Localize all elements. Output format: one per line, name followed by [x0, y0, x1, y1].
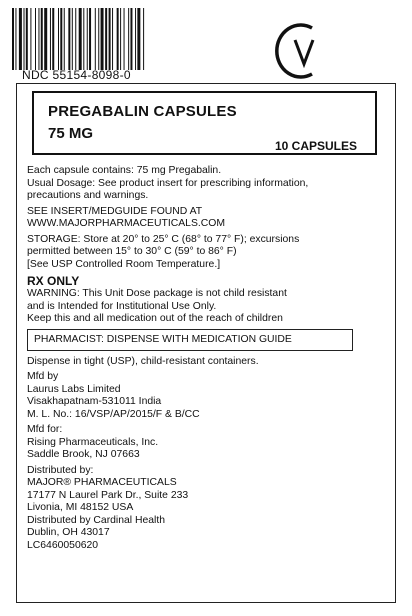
mfd-for-name: Rising Pharmaceuticals, Inc.: [27, 436, 159, 448]
dispense-line: Dispense in tight (USP), child-resistant containers.: [27, 355, 259, 367]
label-text: [27, 165, 392, 552]
warning-line: WARNING: This Unit Dose package is not child resistant: [27, 288, 287, 299]
capsule-count: 10 CAPSULES: [274, 139, 357, 153]
lot-code: LC6460050620: [27, 539, 99, 551]
dosage-line: precautions and warnings.: [27, 190, 149, 201]
ndc-number: NDC 55154-8098-0: [22, 68, 131, 82]
distributor-street: 17177 N Laurel Park Dr., Suite 233: [27, 489, 189, 501]
product-name: PREGABALIN CAPSULES: [48, 103, 237, 120]
schedule-cv-symbol: [272, 18, 326, 82]
mfd-for-city: Saddle Brook, NJ 07663: [27, 449, 140, 460]
storage-line: [See USP Controlled Room Temperature.]: [27, 258, 221, 270]
product-strength: 75 MG: [48, 125, 94, 142]
website-line: WWW.MAJORPHARMACEUTICALS.COM: [27, 218, 225, 229]
manufacturer-heading: Mfd by: [27, 371, 59, 382]
mfd-for-heading: Mfd for:: [27, 424, 63, 435]
distributor-city: Livonia, MI 48152 USA: [27, 502, 134, 513]
distributor2-line: Distributed by Cardinal Health: [27, 514, 166, 526]
manufacturer-city: Visakhapatnam-531011 India: [27, 396, 162, 407]
warning-line: Keep this and all medication out of the reach of children: [27, 313, 283, 324]
distributor-name: MAJOR® PHARMACEUTICALS: [27, 477, 177, 488]
contents-line: Each capsule contains: 75 mg Pregabalin.: [27, 165, 222, 176]
product-box: [32, 91, 377, 155]
rx-only: RX ONLY: [27, 274, 80, 288]
pharmacist-notice: PHARMACIST: DISPENSE WITH MEDICATION GUIDE: [27, 329, 353, 351]
storage-line: permitted between 15° to 30° C (59° to 86° F): [27, 246, 237, 257]
manufacturer-name: Laurus Labs Limited: [27, 383, 121, 395]
insert-line: SEE INSERT/MEDGUIDE FOUND AT: [27, 205, 203, 217]
manufacturer-license: M. L. No.: 16/VSP/AP/2015/F & B/CC: [27, 408, 200, 420]
dosage-line: Usual Dosage: See product insert for prescribing information,: [27, 177, 309, 189]
distributor2-city: Dublin, OH 43017: [27, 527, 110, 538]
storage-line: STORAGE: Store at 20° to 25° C (68° to 77° F); excursions: [27, 233, 300, 245]
warning-line: and is Intended for Institutional Use Only.: [27, 300, 217, 312]
barcode: [12, 8, 202, 70]
distributor-heading: Distributed by:: [27, 464, 94, 476]
